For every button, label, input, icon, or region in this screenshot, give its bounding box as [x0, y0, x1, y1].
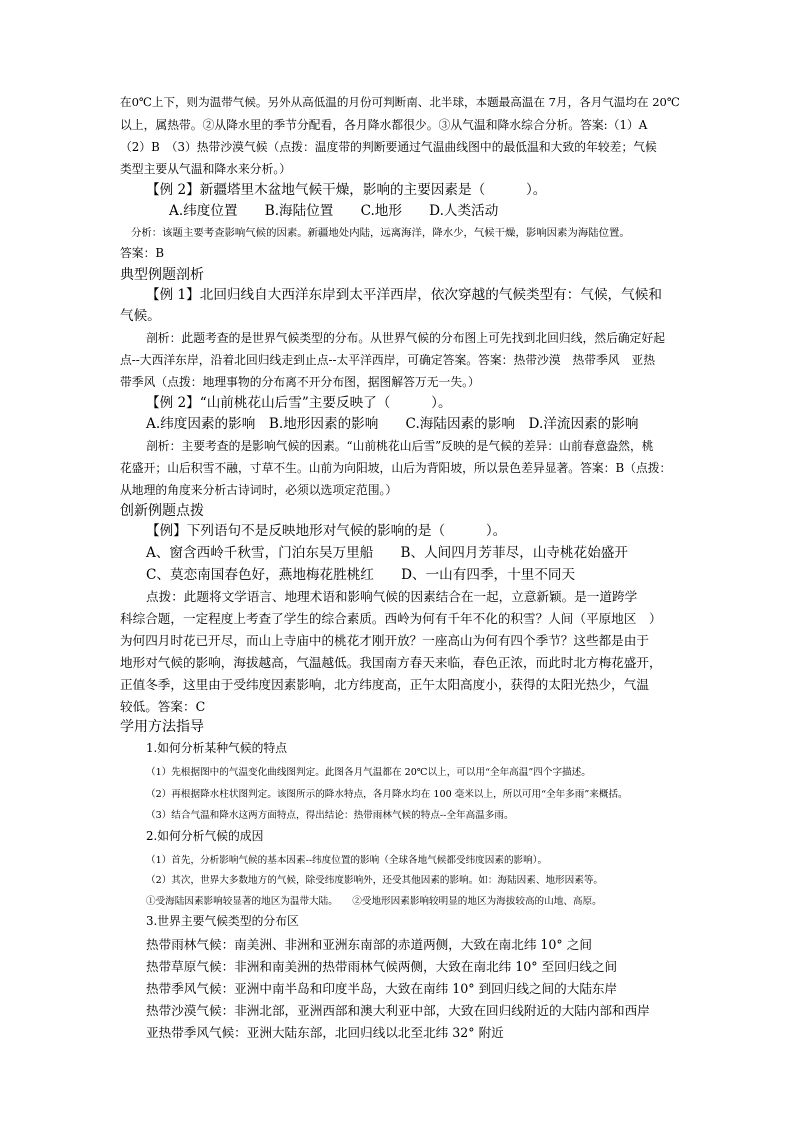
analysis-line: 分析：该题主要考查影响气候的因素。新疆地处内陆，远离海洋，降水少，气候干燥，影响因素为海陆位置。 [131, 227, 630, 239]
section-heading: 学用方法指导 [120, 719, 204, 735]
analysis-line: 为何四月时花已开尽，而山上寺庙中的桃花才刚开放？一座高山为何有四个季节？这些都是由于 [120, 633, 649, 648]
options-line: A.纬度位置 B.海陆位置 C.地形 D.人类活动 [169, 203, 499, 219]
subheading: 3.世界主要气候类型的分布区 [146, 914, 299, 928]
question-line: 气候。 [120, 308, 161, 324]
method-line: ①受海陆因素影响较显著的地区为温带大陆。 ②受地形因素影响较明显的地区为海拔较高的山地、高原。 [146, 896, 602, 907]
analysis-line: 点--大西洋东岸，沿着北回归线走到止点--太平洋西岸，可确定答案。答案：热带沙漠 热带季风 亚热 [120, 353, 656, 367]
section-heading: 典型例题剖析 [120, 267, 204, 283]
subheading: 2.如何分析气候的成因 [146, 829, 264, 843]
analysis-line: 科综合题，一定程度上考查了学生的综合素质。西岭为何有千年不化的积雪？人间（平原地区 ） [120, 611, 662, 626]
analysis-line: 剖析：此题考查的是世界气候类型的分布。从世界气候的分布图上可先找到北回归线，然后确定好起 [146, 331, 666, 345]
answer-line: 答案：B [120, 246, 165, 260]
analysis-line: 带季风（点拨：地理事物的分布离不开分布图，据图解答万无一失。） [120, 375, 480, 389]
climate-distribution-line: 热带沙漠气候：非洲北部，亚洲西部和澳大利亚中部，大致在回归线附近的大陆内部和西岸 [146, 1003, 650, 1018]
analysis-line: 正值冬季，这里由于受纬度因素影响，北方纬度高，正午太阳高度小，获得的太阳光热少，气温 [120, 677, 649, 692]
analysis-line: 地形对气候的影响，海拔越高，气温越低。我国南方春天来临，春色正浓，而此时北方梅花盛开， [120, 655, 662, 670]
analysis-line: 从地理的角度来分析古诗词时，必须以选项定范围。） [120, 483, 398, 497]
method-line: （3）结合气温和降水这两方面特点，得出结论：热带雨林气候的特点--全年高温多雨。 [146, 810, 514, 821]
climate-distribution-line: 热带草原气候：非洲和南美洲的热带雨林气候两侧，大致在南北纬 10° 至回归线之间 [146, 959, 618, 974]
method-line: （2）再根据降水柱状图判定。该图所示的降水特点，各月降水均在 100 毫米以上，所以可用“全年多雨”来概括。 [146, 789, 628, 800]
answer-line: 较低。答案：C [120, 699, 206, 714]
paragraph-line: （2）B （3）热带沙漠气候（点拨：温度带的判断要通过气温曲线图中的最低温和大致的年较差；气候 [120, 140, 657, 154]
options-line: C、莫恋南国春色好，燕地梅花胜桃红 D、一山有四季，十里不同天 [146, 567, 576, 583]
options-line: A、窗含西岭千秋雪，门泊东吴万里船 B、人间四月芳菲尽，山寺桃花始盛开 [146, 545, 628, 561]
method-line: （2）其次，世界大多数地方的气候，除受纬度影响外，还受其他因素的影响。如：海陆因素、地形因素等。 [146, 875, 604, 886]
paragraph-line: 在0℃上下，则为温带气候。另外从高低温的月份可判断南、北半球，本题最高温在 7月，各月气温均在 20℃ [120, 95, 680, 109]
climate-distribution-line: 亚热带季风气候：亚洲大陆东部，北回归线以北至北纬 32° 附近 [146, 1025, 504, 1040]
analysis-line: 花盛开；山后积雪不融，寸草不生。山前为向阳坡，山后为背阳坡，所以景色差异显著。答案：B（点拨： [120, 461, 672, 475]
analysis-line: 点拨：此题将文学语言、地理术语和影响气候的因素结合在一起，立意新颖。是一道跨学 [146, 589, 638, 604]
analysis-line: 剖析：主要考查的是影响气候的因素。“山前桃花山后雪”反映的是气候的差异：山前春意盎然，桃 [146, 439, 654, 453]
question-line: 【例 2】“山前桃花山后雪”主要反映了（ ）。 [146, 395, 452, 411]
subheading: 1.如何分析某种气候的特点 [146, 741, 288, 755]
question-line: 【例 1】北回归线自大西洋东岸到太平洋西岸，依次穿越的气候类型有：气候，气候和 [146, 287, 662, 303]
climate-distribution-line: 热带季风气候：亚洲中南半岛和印度半岛，大致在南纬 10° 到回归线之间的大陆东岸 [146, 981, 618, 996]
method-line: （1）首先，分析影响气候的基本因素--纬度位置的影响（全球各地气候都受纬度因素的影响）。 [146, 855, 548, 866]
climate-distribution-line: 热带雨林气候：南美洲、非洲和亚洲东南部的赤道两侧，大致在南北纬 10° 之间 [146, 937, 592, 952]
options-line: A.纬度因素的影响 B.地形因素的影响 C.海陆因素的影响 D.洋流因素的影响 [146, 416, 639, 432]
question-line: 【例 2】新疆塔里木盆地气候干燥，影响的主要因素是（ ）。 [146, 182, 547, 198]
section-heading: 创新例题点拨 [120, 503, 204, 519]
question-line: 【例】下列语句不是反映地形对气候的影响的是（ ）。 [146, 523, 507, 539]
paragraph-line: 以上，属热带。②从降水里的季节分配看，各月降水都很少。③从气温和降水综合分析。答案:（1）A [120, 118, 648, 132]
paragraph-line: 类型主要从气温和降水来分析。） [120, 162, 292, 176]
method-line: （1）先根据图中的气温变化曲线图判定。此图各月气温都在 20℃以上，可以用“全年高温”四个字描述。 [146, 767, 591, 778]
